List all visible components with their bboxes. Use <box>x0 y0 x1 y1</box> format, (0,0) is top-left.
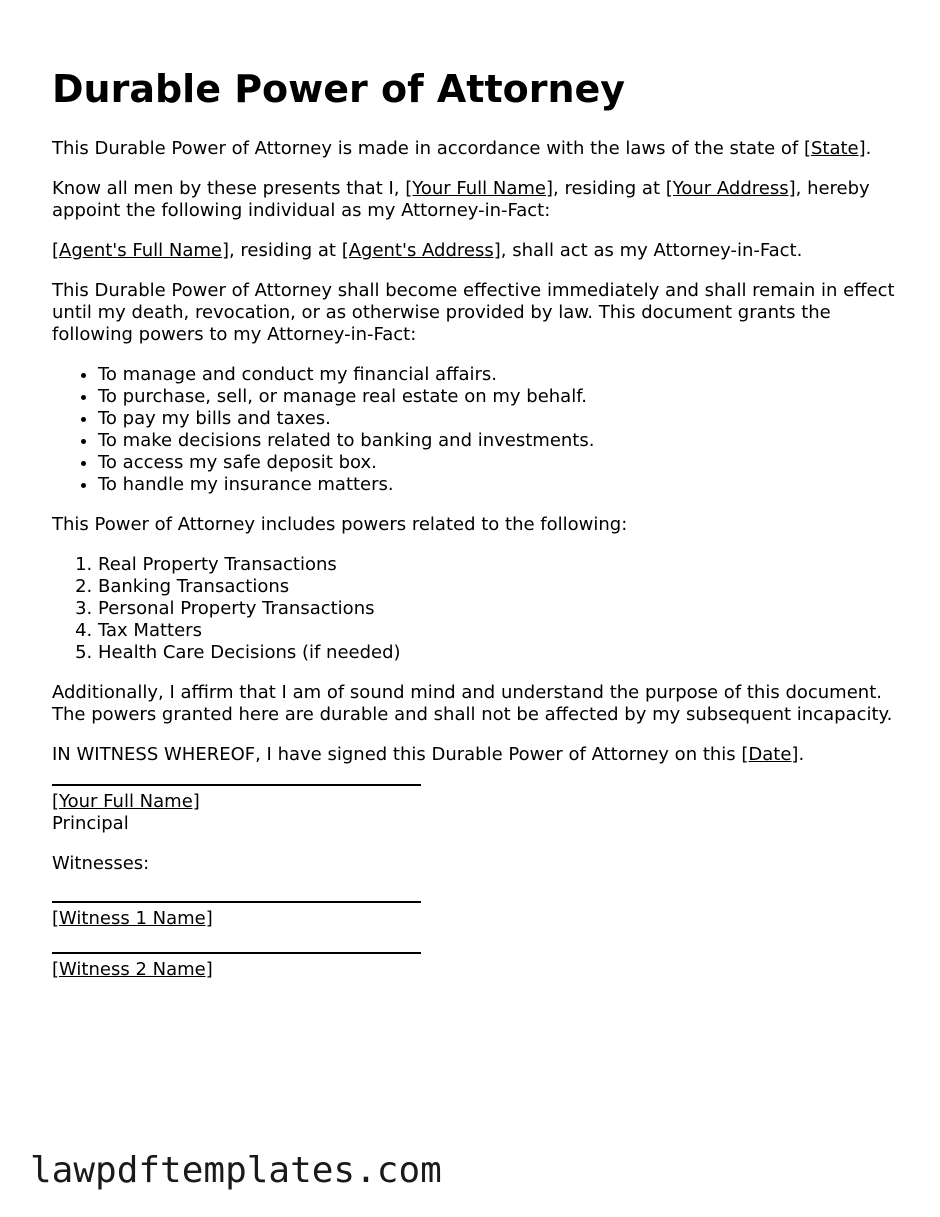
list-item: 3. Personal Property Transactions <box>98 598 902 620</box>
appointment-text-1: Know all men by these presents that I, <box>52 178 406 199</box>
effective-paragraph: This Durable Power of Attorney shall become effective immediately and shall remain in effect until my death, revocation, or as otherwise provided by law. This document grants the following powers to my Attorney-in-Fact: <box>52 280 895 345</box>
site-watermark: lawpdftemplates.com <box>30 1150 442 1191</box>
agent-text-2: , shall act as my Attorney-in-Fact. <box>500 240 803 261</box>
list-item: 5. Health Care Decisions (if needed) <box>98 642 902 664</box>
principal-signature-block <box>52 784 902 835</box>
list-item: • To pay my bills and taxes. <box>98 408 902 430</box>
witness2-signature-block <box>52 952 902 981</box>
list-item: 1. Real Property Transactions <box>98 554 902 576</box>
list-item: 4. Tax Matters <box>98 620 902 642</box>
agent-paragraph <box>52 240 902 262</box>
agent-address-placeholder: [Agent's Address] <box>341 240 501 261</box>
appointment-text-2: , residing at <box>553 178 666 199</box>
principal-signature-line <box>52 784 421 786</box>
witness2-name-placeholder: [Witness 2 Name] <box>52 959 213 980</box>
affirmation-paragraph: Additionally, I affirm that I am of sound mind and understand the purpose of this document. The powers granted here are durable and shall not be affected by my subsequent incapacity. <box>52 682 893 725</box>
witnesses-label: Witnesses: <box>52 853 150 874</box>
witness-statement <box>52 744 902 766</box>
list-item: • To purchase, sell, or manage real estate on my behalf. <box>98 386 902 408</box>
includes-paragraph: This Power of Attorney includes powers related to the following: <box>52 514 628 535</box>
date-placeholder: [Date] <box>741 744 799 765</box>
intro-text: This Durable Power of Attorney is made in accordance with the laws of the state of <box>52 138 804 159</box>
list-item: • To manage and conduct my financial affairs. <box>98 364 902 386</box>
your-name-placeholder: [Your Full Name] <box>405 178 554 199</box>
agent-name-placeholder: [Agent's Full Name] <box>52 240 229 261</box>
witness-statement-text: IN WITNESS WHEREOF, I have signed this Durable Power of Attorney on this <box>52 744 742 765</box>
list-item: • To make decisions related to banking and investments. <box>98 430 902 452</box>
intro-period: . <box>865 138 872 159</box>
witness1-signature-line <box>52 901 421 903</box>
witness2-signature-line <box>52 952 421 954</box>
list-item: 2. Banking Transactions <box>98 576 902 598</box>
categories-list <box>52 554 902 664</box>
list-item: • To access my safe deposit box. <box>98 452 902 474</box>
document-page <box>52 62 902 999</box>
principal-role-label: Principal <box>52 813 129 834</box>
witness-statement-period: . <box>798 744 805 765</box>
witness1-signature-block <box>52 901 902 930</box>
list-item: • To handle my insurance matters. <box>98 474 902 496</box>
document-title: Durable Power of Attorney <box>52 67 626 111</box>
agent-text-1: , residing at <box>228 240 342 261</box>
principal-name-placeholder: [Your Full Name] <box>52 791 200 812</box>
appointment-paragraph <box>52 178 902 222</box>
witness1-name-placeholder: [Witness 1 Name] <box>52 908 213 929</box>
intro-paragraph <box>52 138 902 160</box>
appointment-text-3: , hereby appoint the following individual as my Attorney-in-Fact: <box>52 178 870 221</box>
your-address-placeholder: [Your Address] <box>665 178 796 199</box>
powers-list <box>52 364 902 496</box>
state-placeholder: [State] <box>803 138 866 159</box>
